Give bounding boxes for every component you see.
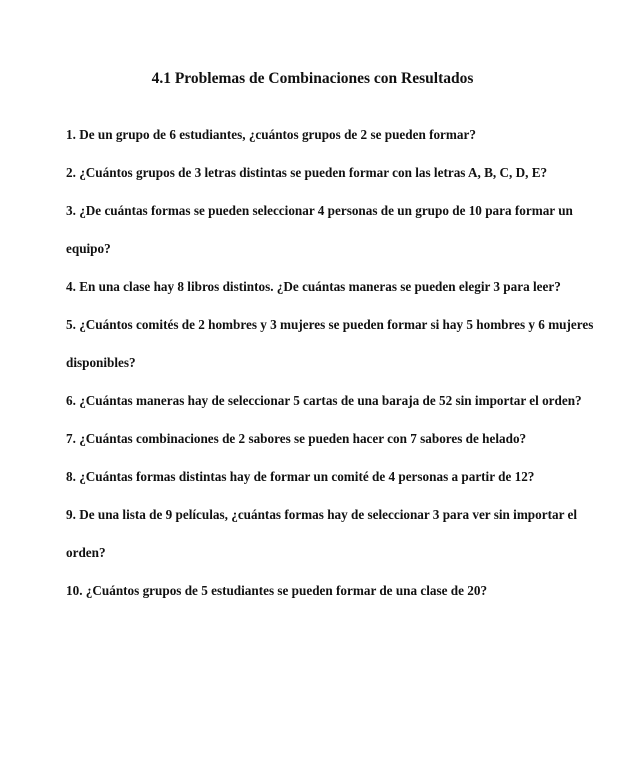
problem-list <box>66 116 606 610</box>
problem-item: 4. En una clase hay 8 libros distintos. ¿De cuántas maneras se pueden elegir 3 para leer? <box>66 279 561 294</box>
problem-item: 10. ¿Cuántos grupos de 5 estudiantes se pueden formar de una clase de 20? <box>66 583 488 598</box>
problem-item: 5. ¿Cuántos comités de 2 hombres y 3 mujeres se pueden formar si hay 5 hombres y 6 mujeres disponibles? <box>66 317 594 370</box>
problem-item: 2. ¿Cuántos grupos de 3 letras distintas se pueden formar con las letras A, B, C, D, E? <box>66 165 548 180</box>
problem-item: 1. De un grupo de 6 estudiantes, ¿cuántos grupos de 2 se pueden formar? <box>66 127 476 142</box>
page-title: 4.1 Problemas de Combinaciones con Resultados <box>151 70 474 87</box>
problem-item: 6. ¿Cuántas maneras hay de seleccionar 5 cartas de una baraja de 52 sin importar el orden? <box>66 393 582 408</box>
problem-item: 8. ¿Cuántas formas distintas hay de formar un comité de 4 personas a partir de 12? <box>66 469 535 484</box>
problem-item: 7. ¿Cuántas combinaciones de 2 sabores se pueden hacer con 7 sabores de helado? <box>66 431 527 446</box>
problem-item: 9. De una lista de 9 películas, ¿cuántas formas hay de seleccionar 3 para ver sin importar el orden? <box>66 507 577 560</box>
problem-item: 3. ¿De cuántas formas se pueden seleccionar 4 personas de un grupo de 10 para formar un equipo? <box>66 203 573 256</box>
